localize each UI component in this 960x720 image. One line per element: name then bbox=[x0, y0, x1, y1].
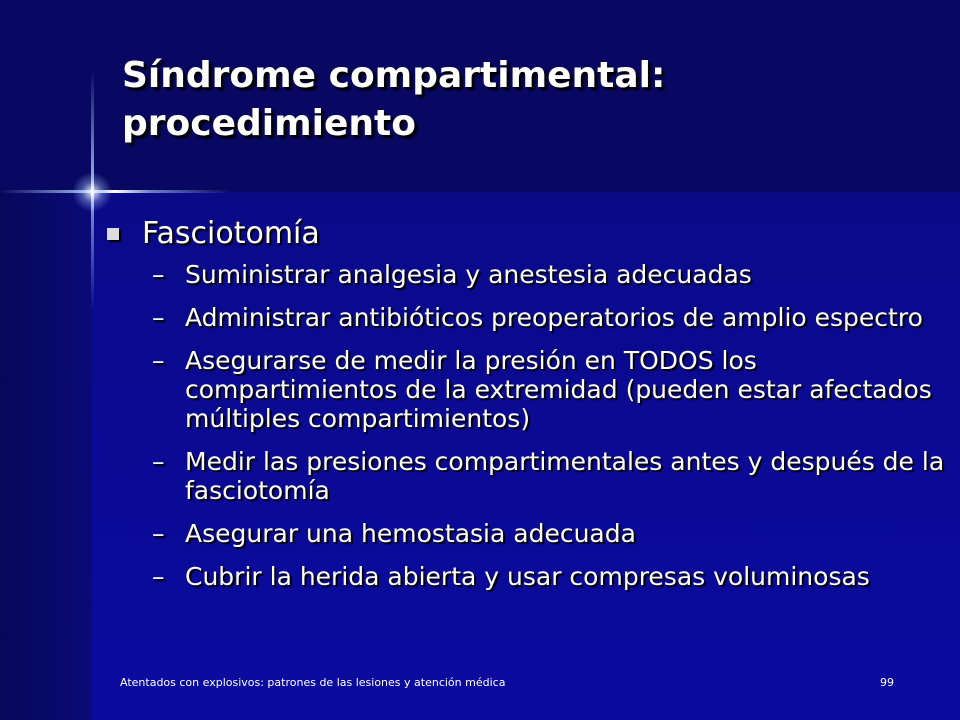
list-item bbox=[105, 562, 955, 591]
dash-bullet: – bbox=[152, 260, 165, 289]
dash-bullet: – bbox=[152, 447, 165, 476]
list-item bbox=[105, 303, 955, 332]
slide-content bbox=[105, 212, 955, 605]
square-bullet-icon bbox=[107, 228, 119, 240]
list-item-text: Administrar antibióticos preoperatorios de amplio espectro bbox=[185, 303, 923, 332]
footer-text: Atentados con explosivos: patrones de las lesiones y atención médica bbox=[120, 676, 506, 689]
dash-bullet: – bbox=[152, 519, 165, 548]
dash-bullet: – bbox=[152, 346, 165, 375]
main-bullet-text: Fasciotomía bbox=[142, 216, 320, 251]
sparkle-horizontal-line bbox=[0, 190, 230, 193]
list-item-text: Cubrir la herida abierta y usar compresas voluminosas bbox=[185, 562, 870, 591]
list-item-text: Asegurar una hemostasia adecuada bbox=[185, 519, 636, 548]
main-bullet bbox=[105, 212, 955, 256]
list-item-text: Suministrar analgesia y anestesia adecuadas bbox=[185, 260, 752, 289]
list-item bbox=[105, 519, 955, 548]
list-item-text: Medir las presiones compartimentales antes y después de la fasciotomía bbox=[185, 447, 945, 505]
list-item-text: Asegurarse de medir la presión en TODOS los compartimientos de la extremidad (pueden estar afectados múltiples compartimientos) bbox=[185, 346, 932, 433]
sparkle-star-icon bbox=[72, 172, 112, 212]
page-number: 99 bbox=[880, 676, 894, 689]
dash-bullet: – bbox=[152, 303, 165, 332]
list-item bbox=[105, 260, 955, 289]
slide-title: Síndrome compartimental: procedimiento bbox=[122, 55, 666, 144]
list-item bbox=[105, 346, 955, 433]
dash-bullet: – bbox=[152, 562, 165, 591]
list-item bbox=[105, 447, 955, 505]
sub-bullet-list bbox=[105, 260, 955, 591]
